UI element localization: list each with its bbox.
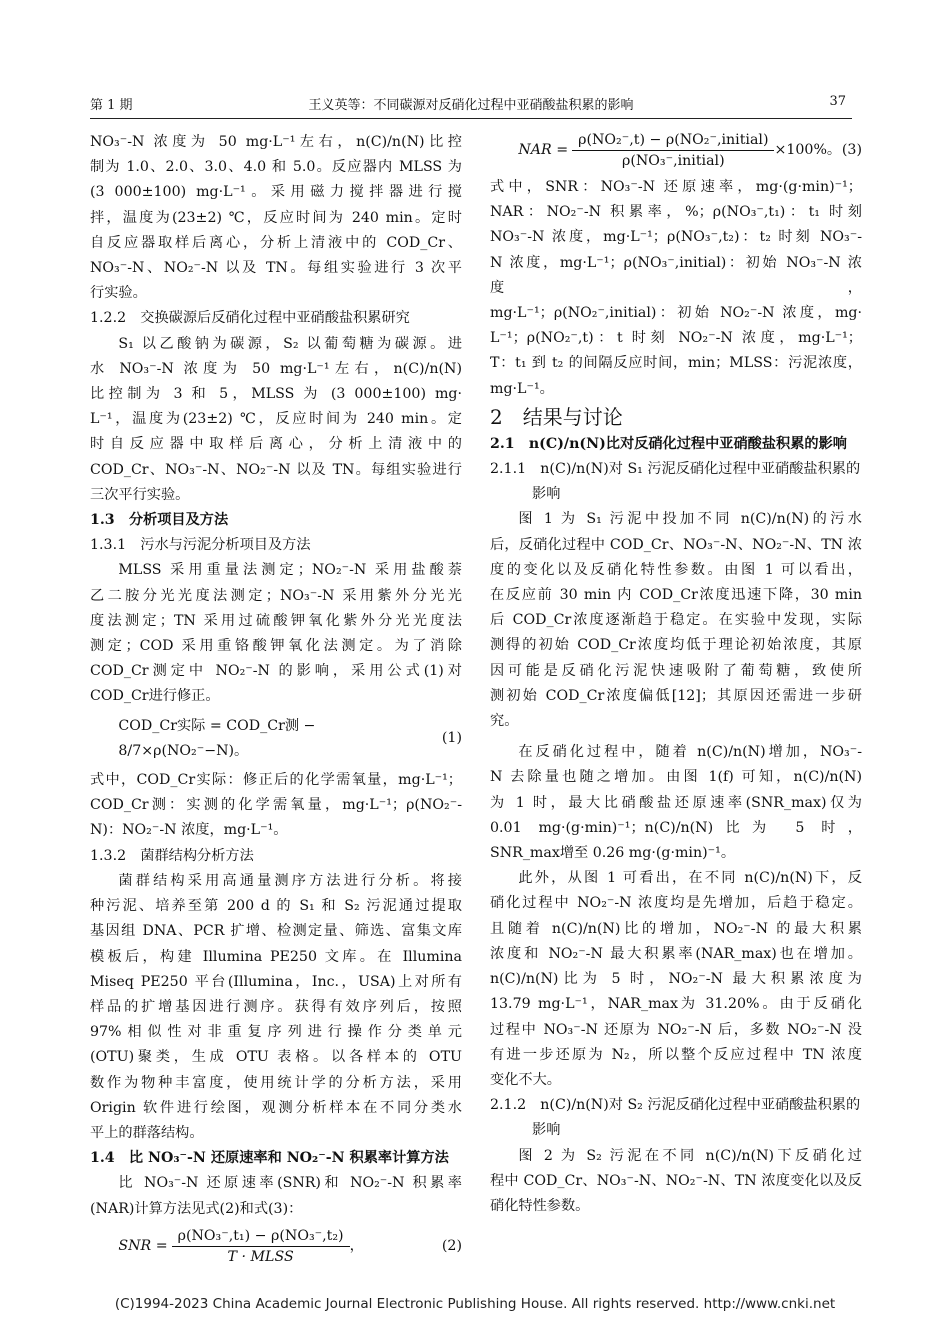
text-line: N)：NO₂⁻-N 浓度，mg·L⁻¹。 xyxy=(90,822,288,839)
text-line: 式中，SNR：NO₃⁻-N 还原速率，mg·(g·min)⁻¹； xyxy=(490,179,862,195)
paragraph xyxy=(90,130,462,306)
text-line: MLSS 采用重量法测定；NO₂⁻-N 采用盐酸萘 xyxy=(118,562,462,579)
equation-number: (2) xyxy=(441,1237,462,1254)
text-line: 自反应器取样后离心，分析上清液中的 COD_Cr、 xyxy=(90,234,462,251)
text-line: N 浓度，mg·L⁻¹；ρ(NO₃⁻,initial)：初始 NO₃⁻-N 浓度， xyxy=(490,254,862,296)
text-line: 程中 COD_Cr、NO₃⁻-N、NO₂⁻-N、TN 浓度变化以及反 xyxy=(490,1172,862,1189)
text-line: NO₃⁻-N 浓度为 50 mg·L⁻¹左右，n(C)/n(N)比控 xyxy=(90,134,462,150)
text-line: 在反硝化过程中，随着 n(C)/n(N)增加，NO₃⁻- xyxy=(518,744,862,761)
text-line: n(C)/n(N)比为 5 时，NO₂⁻-N 最大积累浓度为 xyxy=(490,971,862,988)
text-line: 时自反应器中取样后离心，分析上清液中的 xyxy=(90,436,462,453)
paragraph xyxy=(490,175,862,402)
equation-2 xyxy=(90,1226,462,1267)
equation-3-lhs: NAR = xyxy=(518,141,569,158)
paragraph xyxy=(90,558,462,709)
text-line: 基因组 DNA、PCR 扩增、检测定量、筛选、富集文库 xyxy=(90,923,462,940)
subsection-heading-1-3-2: 1.3.2 菌群结构分析方法 xyxy=(90,847,254,864)
text-line: mg·L⁻¹。 xyxy=(490,380,554,397)
text-line: 样品的扩增基因进行测序。获得有效序列后，按照 xyxy=(90,998,462,1015)
text-line: 水 NO₃⁻-N 浓度为 50 mg·L⁻¹左右，n(C)/n(N) xyxy=(90,360,462,377)
text-line: 测得的初始 COD_Cr浓度均低于理论初始浓度，其原 xyxy=(490,637,862,654)
subsection-heading-1-2-2: 1.2.2 交换碳源后反硝化过程中亚硝酸盐积累研究 xyxy=(90,310,410,327)
running-title: 王义英等：不同碳源对反硝化过程中亚硝酸盐积累的影响 xyxy=(308,98,634,113)
text-line: 行实验。 xyxy=(90,285,147,302)
text-line: COD_Cr测：实测的化学需氧量，mg·L⁻¹；ρ(NO₂⁻- xyxy=(90,797,462,814)
text-line: NO₃⁻-N、NO₂⁻-N 以及 TN。每组实验进行 3 次平 xyxy=(90,260,462,277)
text-line: 三次平行实验。 xyxy=(90,486,190,503)
text-line: (OTU)聚类，生成 OTU 表格。以各样本的 OTU xyxy=(90,1049,462,1066)
text-line: Miseq PE250 平台(Illumina，Inc.，USA)上对所有 xyxy=(90,973,462,990)
text-line: SNR_max增至 0.26 mg·(g·min)⁻¹。 xyxy=(490,845,736,862)
text-line: (3 000±100) mg·L⁻¹。采用磁力搅拌器进行搅 xyxy=(90,184,462,201)
text-line: 菌群结构采用高通量测序方法进行分析。将接 xyxy=(118,872,462,889)
subsection-heading-1-3-1: 1.3.1 污水与污泥分析项目及方法 xyxy=(90,537,311,554)
equation-3-denominator: ρ(NO₃⁻,initial) xyxy=(622,153,725,169)
text-line: L⁻¹；ρ(NO₂⁻,t)：t 时刻 NO₂⁻-N 浓度，mg·L⁻¹； xyxy=(490,330,862,347)
section-heading-1-3: 1.3 分析项目及方法 xyxy=(90,512,229,529)
subsection-heading-2-1-2: 2.1.2 n(C)/n(N)对 S₂ 污泥反硝化过程中亚硝酸盐积累的影响 xyxy=(490,1097,861,1139)
equation-3-tail: ×100%。 xyxy=(774,141,842,158)
text-line: NO₃⁻-N 浓度，mg·L⁻¹；ρ(NO₃⁻,t₂)：t₂ 时刻 NO₃⁻- xyxy=(490,229,862,246)
text-line: 比 NO₃⁻-N 还原速率(SNR)和 NO₂⁻-N 积累率 xyxy=(118,1175,462,1192)
issue-number: 第 1 期 xyxy=(90,98,133,113)
text-line: 为 1 时，最大比硝酸盐还原速率(SNR_max)仅为 xyxy=(490,794,862,811)
section-heading-2: 2 结果与讨论 xyxy=(490,404,623,429)
paragraph xyxy=(490,740,862,866)
text-line: 式中，COD_Cr实际：修正后的化学需氧量，mg·L⁻¹； xyxy=(90,772,462,789)
text-line: 因可能是反硝化污泥快速吸附了葡萄糖，致使所 xyxy=(490,662,862,679)
equation-2-lhs: SNR = xyxy=(118,1237,168,1254)
equation-3 xyxy=(490,130,862,171)
subsection-heading-2-1-1: 2.1.1 n(C)/n(N)对 S₁ 污泥反硝化过程中亚硝酸盐积累的影响 xyxy=(490,461,861,503)
section-heading-2-1: 2.1 n(C)/n(N)比对反硝化过程中亚硝酸盐积累的影响 xyxy=(490,435,847,452)
copyright-footer: (C)1994-2023 China Academic Journal Electronic Publishing House. All rights reserved. http://www.cnki.net xyxy=(114,1296,836,1312)
equation-2-tail: ， xyxy=(349,1237,364,1254)
text-line: (NAR)计算方法见式(2)和式(3)： xyxy=(90,1200,303,1217)
text-line: 此外，从图 1 可看出，在不同 n(C)/n(N)下，反 xyxy=(518,870,862,887)
text-line: NAR：NO₂⁻-N 积累率，%；ρ(NO₃⁻,t₁)：t₁ 时刻 xyxy=(490,204,862,221)
equation-2-numerator: ρ(NO₃⁻,t₁) − ρ(NO₃⁻,t₂) xyxy=(172,1226,350,1247)
text-line: 测初始 COD_Cr浓度偏低[12]；其原因还需进一步研 xyxy=(490,687,862,704)
text-line: 图 1 为 S₁ 污泥中投加不同 n(C)/n(N)的污水 xyxy=(518,511,862,528)
paragraph xyxy=(90,768,462,844)
equation-number: (1) xyxy=(441,730,462,747)
text-line: 硝化特性参数。 xyxy=(490,1197,590,1214)
text-line: 比控制为 3 和 5，MLSS 为 (3 000±100) mg· xyxy=(90,386,462,403)
text-line: 测定；COD 采用重铬酸钾氧化法测定。为了消除 xyxy=(90,638,462,655)
section-heading-1-4: 1.4 比 NO₃⁻-N 还原速率和 NO₂⁻-N 积累率计算方法 xyxy=(90,1150,449,1167)
text-line: 拌，温度为(23±2) ℃，反应时间为 240 min。定时 xyxy=(90,209,462,226)
equation-3-numerator: ρ(NO₂⁻,t) − ρ(NO₂⁻,initial) xyxy=(572,130,774,151)
text-line: 0.01 mg·(g·min)⁻¹；n(C)/n(N)比为 5 时， xyxy=(490,819,862,836)
paragraph xyxy=(90,1171,462,1221)
right-column xyxy=(490,130,862,1219)
text-line: 后 COD_Cr浓度逐渐趋于稳定。在实验中发现，实际 xyxy=(490,612,862,629)
text-line: 图 2 为 S₂ 污泥在不同 n(C)/n(N)下反硝化过 xyxy=(518,1147,862,1164)
text-line: 种污泥、培养至第 200 d 的 S₁ 和 S₂ 污泥通过提取 xyxy=(90,898,462,915)
text-line: T：t₁ 到 t₂ 的间隔反应时间，min；MLSS：污泥浓度， xyxy=(490,355,862,372)
equation-number: (3) xyxy=(841,141,862,158)
text-line: L⁻¹，温度为(23±2) ℃，反应时间为 240 min。定 xyxy=(90,411,462,428)
text-line: 在反应前 30 min 内 COD_Cr浓度迅速下降，30 min xyxy=(490,587,862,604)
paragraph xyxy=(490,507,862,734)
paragraph xyxy=(490,1144,862,1220)
text-line: 97%相似性对非重复序列进行操作分类单元 xyxy=(90,1024,462,1041)
text-line: 浓度和 NO₂⁻-N 最大积累率(NAR_max)也在增加。 xyxy=(490,945,862,962)
text-line: 平上的群落结构。 xyxy=(90,1124,204,1141)
text-line: mg·L⁻¹；ρ(NO₂⁻,initial)：初始 NO₂⁻-N 浓度，mg· xyxy=(490,305,862,322)
text-line: 制为 1.0、2.0、3.0、4.0 和 5.0。反应器内 MLSS 为 xyxy=(90,159,462,176)
text-line: 过程中 NO₃⁻-N 还原为 NO₂⁻-N 后，多数 NO₂⁻-N 没 xyxy=(490,1021,862,1038)
equation-1 xyxy=(90,714,462,764)
text-line: COD_Cr测定中 NO₂⁻-N 的影响，采用公式(1)对 xyxy=(90,663,462,680)
equation-3-fraction xyxy=(572,130,774,171)
header-rule xyxy=(90,118,852,119)
paragraph xyxy=(490,866,862,1093)
paragraph xyxy=(90,332,462,508)
equation-2-fraction xyxy=(172,1226,350,1267)
left-column xyxy=(90,130,462,1271)
text-line: 究。 xyxy=(490,713,519,730)
text-line: 13.79 mg·L⁻¹，NAR_max为 31.20%。由于反硝化 xyxy=(490,996,862,1013)
text-line: S₁ 以乙酸钠为碳源，S₂ 以葡萄糖为碳源。进 xyxy=(118,335,462,352)
equation-2-denominator: T · MLSS xyxy=(227,1248,294,1265)
text-line: COD_Cr、NO₃⁻-N、NO₂⁻-N 以及 TN。每组实验进行 xyxy=(90,461,462,478)
text-line: 度法测定；TN 采用过硫酸钾氧化紫外分光光度法 xyxy=(90,612,462,629)
text-line: 有进一步还原为 N₂，所以整个反应过程中 TN 浓度 xyxy=(490,1046,862,1063)
text-line: 后，反硝化过程中 COD_Cr、NO₃⁻-N、NO₂⁻-N、TN 浓 xyxy=(490,536,862,553)
text-line: 模板后，构建 Illumina PE250 文库。在 Illumina xyxy=(90,948,462,965)
paragraph xyxy=(90,869,462,1146)
text-line: 硝化过程中 NO₂⁻-N 浓度均是先增加，后趋于稳定。 xyxy=(490,895,862,912)
page-number: 37 xyxy=(829,94,846,109)
text-line: 乙二胺分光光度法测定；NO₃⁻-N 采用紫外分光光 xyxy=(90,587,462,604)
text-line: 度的变化以及反硝化特性参数。由图 1 可以看出， xyxy=(490,561,862,578)
text-line: COD_Cr进行修正。 xyxy=(90,688,220,705)
text-line: 且随着 n(C)/n(N)比的增加，NO₂⁻-N 的最大积累 xyxy=(490,920,862,937)
text-line: 变化不大。 xyxy=(490,1071,561,1088)
text-line: Origin 软件进行绘图，观测分析样本在不同分类水 xyxy=(90,1099,462,1116)
equation-1-body: COD_Cr实际 = COD_Cr测 − 8/7×ρ(NO₂⁻−N)。 xyxy=(118,717,316,759)
text-line: 数作为物种丰富度，使用统计学的分析方法，采用 xyxy=(90,1074,462,1091)
text-line: N 去除量也随之增加。由图 1(f) 可知，n(C)/n(N) xyxy=(490,769,862,786)
